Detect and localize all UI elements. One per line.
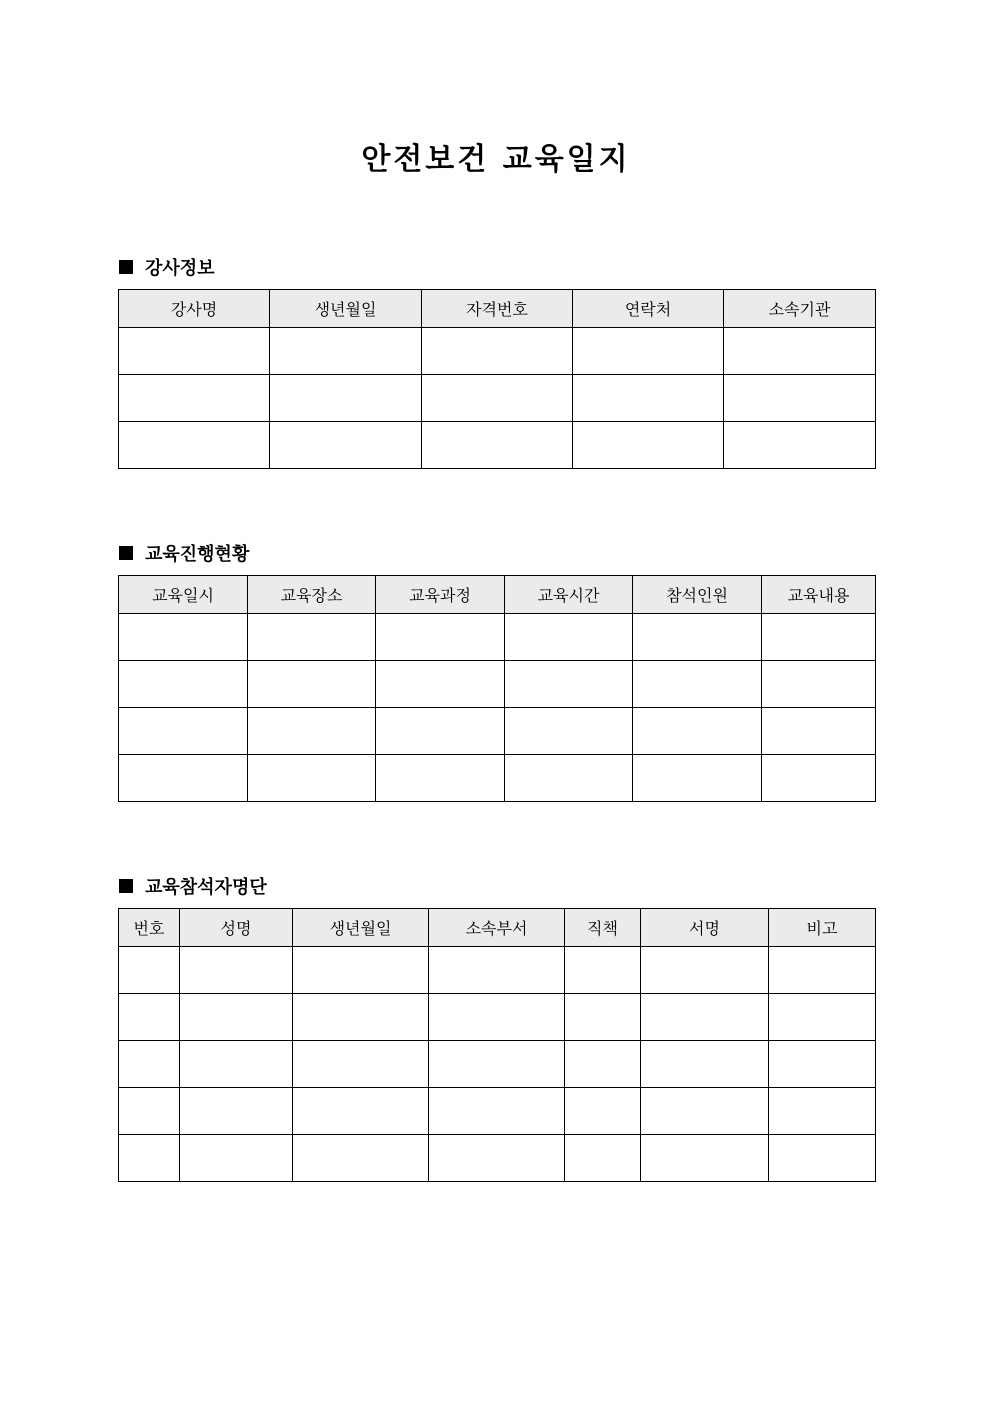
table-row [119,422,876,469]
table-cell[interactable] [248,755,376,802]
table-cell[interactable] [565,947,641,994]
table-cell[interactable] [180,1135,293,1182]
table-cell[interactable] [119,947,180,994]
table-cell[interactable] [429,1135,565,1182]
table-cell[interactable] [505,755,633,802]
table-cell[interactable] [641,1135,769,1182]
section-heading-instructor [119,254,215,280]
table-cell[interactable] [119,375,270,422]
table-cell[interactable] [422,422,573,469]
column-header: 생년월일 [293,909,429,947]
column-header: 강사명 [119,290,270,328]
table-cell[interactable] [565,1088,641,1135]
column-header: 직책 [565,909,641,947]
square-bullet-icon [119,879,133,893]
table-cell[interactable] [119,614,248,661]
instructor-table [118,289,876,469]
column-header: 교육시간 [505,576,633,614]
column-header: 성명 [180,909,293,947]
table-cell[interactable] [376,614,505,661]
column-header: 번호 [119,909,180,947]
column-header: 교육내용 [762,576,876,614]
table-cell[interactable] [762,661,876,708]
table-row [119,755,876,802]
table-cell[interactable] [762,614,876,661]
table-cell[interactable] [769,947,876,994]
table-cell[interactable] [762,755,876,802]
table-cell[interactable] [505,708,633,755]
table-row [119,661,876,708]
table-cell[interactable] [505,661,633,708]
table-cell[interactable] [180,1041,293,1088]
table-row [119,614,876,661]
table-row [119,994,876,1041]
table-cell[interactable] [119,1088,180,1135]
column-header: 비고 [769,909,876,947]
table-cell[interactable] [565,1135,641,1182]
table-cell[interactable] [429,947,565,994]
table-cell[interactable] [641,1041,769,1088]
section-heading-progress [119,540,249,566]
table-cell[interactable] [724,328,876,375]
table-cell[interactable] [248,614,376,661]
table-cell[interactable] [429,1088,565,1135]
table-cell[interactable] [641,994,769,1041]
table-cell[interactable] [505,614,633,661]
table-cell[interactable] [429,1041,565,1088]
table-cell[interactable] [119,1041,180,1088]
column-header: 교육일시 [119,576,248,614]
table-cell[interactable] [119,994,180,1041]
table-cell[interactable] [762,708,876,755]
table-row [119,1041,876,1088]
table-cell[interactable] [376,661,505,708]
table-cell[interactable] [248,661,376,708]
square-bullet-icon [119,260,133,274]
table-cell[interactable] [376,755,505,802]
table-cell[interactable] [119,328,270,375]
table-cell[interactable] [769,994,876,1041]
table-cell[interactable] [641,947,769,994]
table-cell[interactable] [724,422,876,469]
table-cell[interactable] [633,614,762,661]
table-cell[interactable] [429,994,565,1041]
table-cell[interactable] [180,1088,293,1135]
column-header: 참석인원 [633,576,762,614]
table-header-row [119,576,876,614]
table-cell[interactable] [180,994,293,1041]
table-row [119,1135,876,1182]
column-header: 소속기관 [724,290,876,328]
section-heading-label: 교육진행현황 [145,544,250,565]
section-heading-attendees [119,873,267,899]
column-header: 연락처 [573,290,724,328]
page-title: 안전보건 교육일지 [361,142,631,177]
table-cell[interactable] [119,422,270,469]
table-row [119,947,876,994]
table-cell[interactable] [633,661,762,708]
table-cell[interactable] [573,422,724,469]
column-header: 소속부서 [429,909,565,947]
table-cell[interactable] [724,375,876,422]
table-cell[interactable] [293,947,429,994]
table-cell[interactable] [180,947,293,994]
attendees-table [118,908,876,1182]
table-cell[interactable] [270,422,422,469]
table-cell[interactable] [270,375,422,422]
table-cell[interactable] [422,375,573,422]
table-cell[interactable] [248,708,376,755]
column-header: 생년월일 [270,290,422,328]
table-cell[interactable] [769,1135,876,1182]
table-cell[interactable] [293,1041,429,1088]
square-bullet-icon [119,546,133,560]
column-header: 교육과정 [376,576,505,614]
table-cell[interactable] [293,994,429,1041]
progress-table [118,575,876,802]
table-cell[interactable] [119,755,248,802]
table-cell[interactable] [573,375,724,422]
section-heading-label: 강사정보 [145,258,215,279]
table-row [119,375,876,422]
table-cell[interactable] [293,1135,429,1182]
table-cell[interactable] [633,708,762,755]
table-cell[interactable] [376,708,505,755]
table-row [119,708,876,755]
table-header-row [119,290,876,328]
table-cell[interactable] [565,994,641,1041]
table-cell[interactable] [769,1041,876,1088]
table-row [119,328,876,375]
table-row [119,1088,876,1135]
table-cell[interactable] [573,328,724,375]
section-heading-label: 교육참석자명단 [145,877,267,898]
column-header: 교육장소 [248,576,376,614]
table-cell[interactable] [633,755,762,802]
table-cell[interactable] [119,1135,180,1182]
column-header: 서명 [641,909,769,947]
table-cell[interactable] [565,1041,641,1088]
table-cell[interactable] [769,1088,876,1135]
table-cell[interactable] [270,328,422,375]
table-cell[interactable] [293,1088,429,1135]
table-cell[interactable] [641,1088,769,1135]
table-header-row [119,909,876,947]
table-cell[interactable] [422,328,573,375]
column-header: 자격번호 [422,290,573,328]
table-cell[interactable] [119,661,248,708]
table-cell[interactable] [119,708,248,755]
